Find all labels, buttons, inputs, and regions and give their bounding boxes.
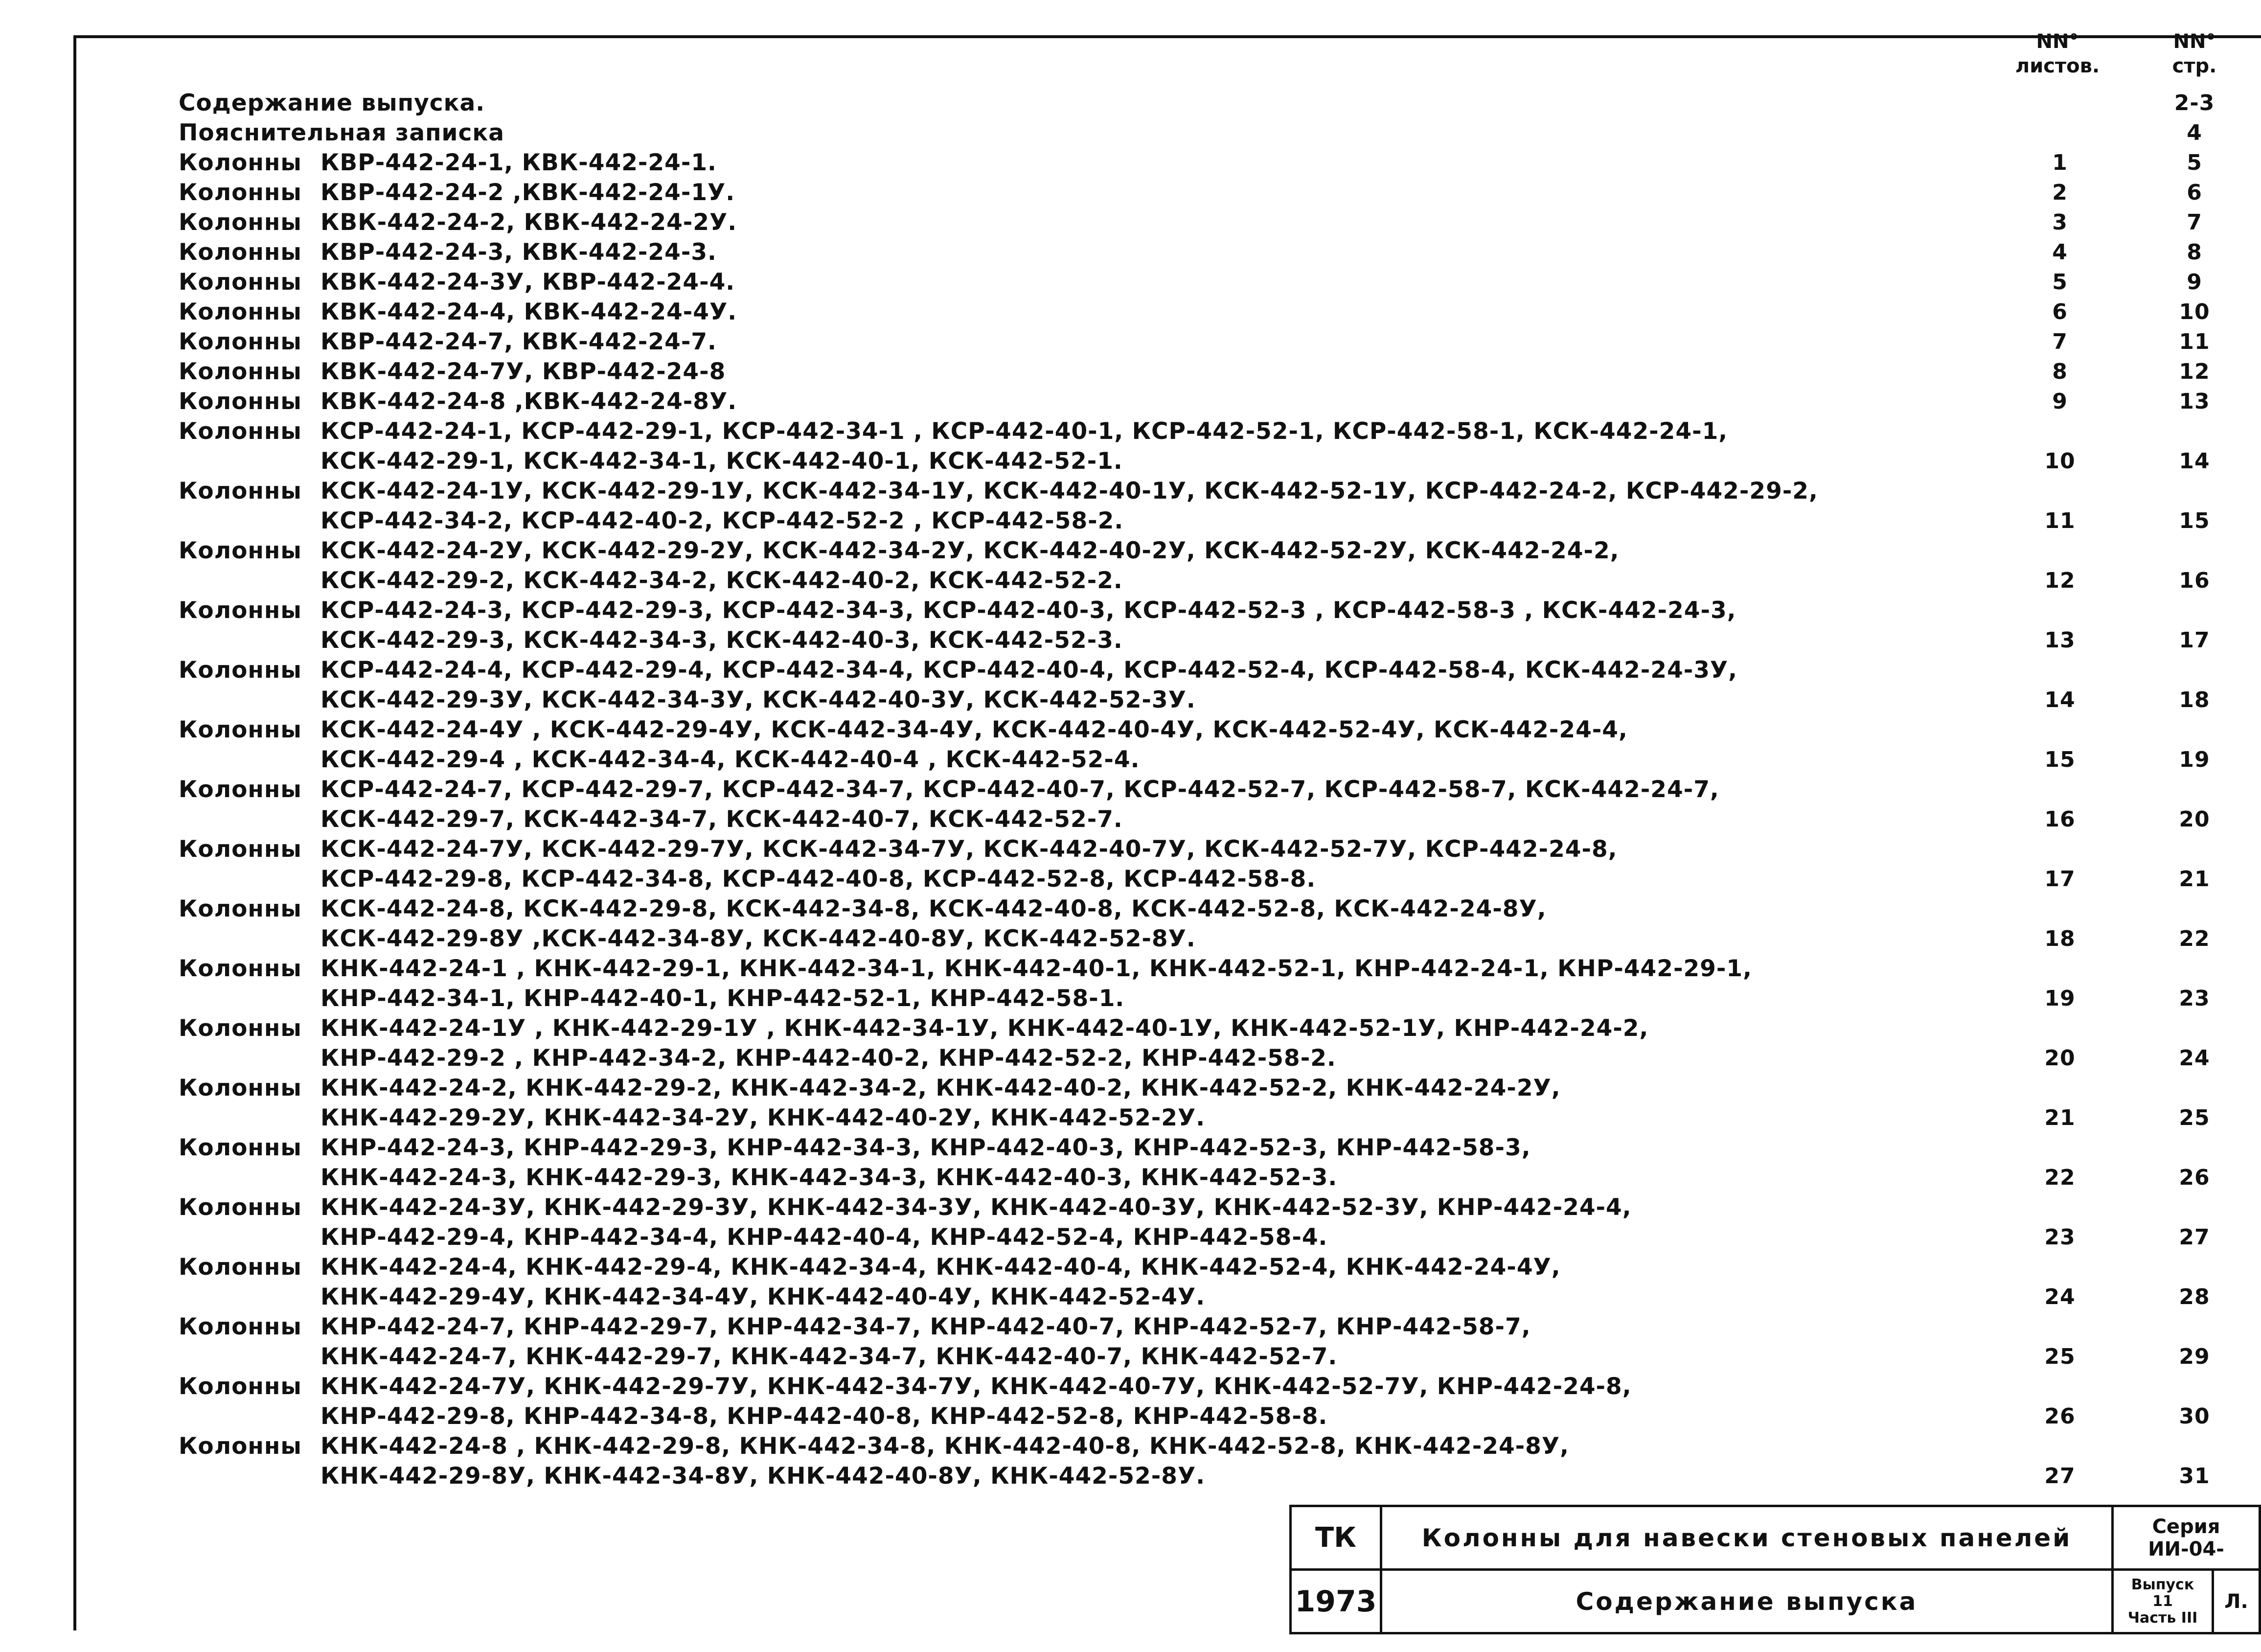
- page-number: 20: [2179, 807, 2210, 832]
- row-label: Колонны: [179, 269, 302, 296]
- sheet-number: 22: [2044, 1165, 2076, 1190]
- row-label: Колонны: [179, 239, 302, 266]
- page-number: 4: [2187, 120, 2202, 145]
- page-number: 16: [2179, 568, 2210, 593]
- row-label: Колонны: [179, 1075, 302, 1101]
- row-label: Колонны: [179, 716, 302, 743]
- row-label: Колонны: [179, 1373, 302, 1400]
- contents-row: [179, 327, 2248, 357]
- page-number: 31: [2179, 1464, 2210, 1489]
- row-marks-line-1: КСК-442-24-2У, КСК-442-29-2У, КСК-442-34-2У, КСК-442-40-2У, КСК-442-52-2У, КСК-442-24-2,: [320, 537, 1620, 564]
- row-marks-line-2: КНК-442-24-7, КНК-442-29-7, КНК-442-34-7, КНК-442-40-7, КНК-442-52-7.: [320, 1343, 1338, 1370]
- contents-row: [179, 536, 2248, 596]
- page-number: 19: [2179, 747, 2210, 772]
- stamp-content: Содержание выпуска: [1380, 1568, 2114, 1634]
- contents-row: [179, 894, 2248, 954]
- row-marks-line-1: КСК-442-24-7У, КСК-442-29-7У, КСК-442-34-7У, КСК-442-40-7У, КСК-442-52-7У, КСР-442-24-8,: [320, 836, 1618, 863]
- row-marks-line-1: КНК-442-24-8 , КНК-442-29-8, КНК-442-34-8, КНК-442-40-8, КНК-442-52-8, КНК-442-24-8У,: [320, 1433, 1569, 1460]
- issue-value: 11: [2152, 1592, 2173, 1610]
- row-marks-line-1: КСК-442-24-1У, КСК-442-29-1У, КСК-442-34-1У, КСК-442-40-1У, КСК-442-52-1У, КСР-442-24-2, КСР-442-29-2,: [320, 478, 1818, 505]
- contents-row: [179, 416, 2248, 476]
- row-label: Содержание выпуска.: [179, 90, 485, 116]
- sheet-number: 17: [2044, 867, 2076, 892]
- row-marks-line-2: КНР-442-29-2 , КНР-442-34-2, КНР-442-40-2, КНР-442-52-2, КНР-442-58-2.: [320, 1045, 1336, 1072]
- row-marks-line-1: КСК-442-24-4У , КСК-442-29-4У, КСК-442-34-4У, КСК-442-40-4У, КСК-442-52-4У, КСК-442-24-4,: [320, 716, 1628, 743]
- stamp-sheet: Л.: [2212, 1568, 2261, 1634]
- sheet-number: 4: [2052, 240, 2068, 265]
- sheet-number: 5: [2052, 270, 2068, 295]
- row-label: Колонны: [179, 1254, 302, 1281]
- contents-row: [179, 1193, 2248, 1252]
- row-label: Колонны: [179, 1194, 302, 1221]
- page-number: 27: [2179, 1225, 2210, 1250]
- contents-list: [179, 88, 2248, 1491]
- row-marks-line-1: КВК-442-24-4, КВК-442-24-4У.: [320, 298, 737, 325]
- row-label: Колонны: [179, 358, 302, 385]
- row-label: Колонны: [179, 597, 302, 624]
- row-marks-line-1: КСР-442-24-3, КСР-442-29-3, КСР-442-34-3, КСР-442-40-3, КСР-442-52-3 , КСР-442-58-3 , КСК-442-24-3,: [320, 597, 1736, 624]
- page-number: 10: [2179, 299, 2210, 324]
- page-number: 24: [2179, 1046, 2210, 1071]
- row-marks-line-1: КВР-442-24-7, КВК-442-24-7.: [320, 328, 717, 355]
- row-label: Колонны: [179, 1313, 302, 1340]
- pages-column-header: NN° стр.: [2172, 30, 2217, 77]
- sheet-number: 6: [2052, 299, 2068, 324]
- row-label: Колонны: [179, 955, 302, 982]
- row-label: Колонны: [179, 418, 302, 445]
- row-label: Колонны: [179, 328, 302, 355]
- contents-row: [179, 1372, 2248, 1431]
- row-marks-line-1: КВР-442-24-2 ,КВК-442-24-1У.: [320, 179, 735, 206]
- contents-row: [179, 357, 2248, 387]
- sheets-column-header: NN° листов.: [2015, 30, 2100, 77]
- sheet-number: 15: [2044, 747, 2076, 772]
- contents-row: [179, 118, 2248, 148]
- sheet-number: 23: [2044, 1225, 2076, 1250]
- row-label: Колонны: [179, 1134, 302, 1161]
- series-label: Серия: [2152, 1515, 2220, 1538]
- sheet-number: 10: [2044, 449, 2076, 474]
- sheet-number: 2: [2052, 180, 2068, 205]
- row-label: Колонны: [179, 657, 302, 684]
- row-marks-line-1: КНР-442-24-7, КНР-442-29-7, КНР-442-34-7, КНР-442-40-7, КНР-442-52-7, КНР-442-58-7,: [320, 1313, 1531, 1340]
- page-number: 15: [2179, 508, 2210, 533]
- row-marks-line-1: КВР-442-24-3, КВК-442-24-3.: [320, 239, 717, 266]
- row-marks-line-2: КСК-442-29-3У, КСК-442-34-3У, КСК-442-40-3У, КСК-442-52-3У.: [320, 687, 1196, 713]
- row-marks-line-1: КВК-442-24-7У, КВР-442-24-8: [320, 358, 726, 385]
- sheet-number: 13: [2044, 628, 2076, 653]
- sheet-number: 16: [2044, 807, 2076, 832]
- page-number: 25: [2179, 1105, 2210, 1130]
- page-number: 9: [2187, 270, 2202, 295]
- contents-row: [179, 1133, 2248, 1193]
- contents-row: [179, 655, 2248, 715]
- row-marks-line-1: КНК-442-24-3У, КНК-442-29-3У, КНК-442-34-3У, КНК-442-40-3У, КНК-442-52-3У, КНР-442-24-4,: [320, 1194, 1632, 1221]
- page-number: 12: [2179, 359, 2210, 384]
- contents-row: [179, 1073, 2248, 1133]
- row-label: Колонны: [179, 1015, 302, 1042]
- contents-row: [179, 237, 2248, 267]
- contents-row: [179, 596, 2248, 655]
- row-marks-line-1: КСР-442-24-1, КСР-442-29-1, КСР-442-34-1 , КСР-442-40-1, КСР-442-52-1, КСР-442-58-1, КСК-442-24-1,: [320, 418, 1728, 445]
- contents-row: [179, 1312, 2248, 1372]
- page-number: 17: [2179, 628, 2210, 653]
- row-marks-line-1: КНК-442-24-4, КНК-442-29-4, КНК-442-34-4, КНК-442-40-4, КНК-442-52-4, КНК-442-24-4У,: [320, 1254, 1561, 1281]
- row-marks-line-1: КНК-442-24-1У , КНК-442-29-1У , КНК-442-34-1У, КНК-442-40-1У, КНК-442-52-1У, КНР-442-24-2,: [320, 1015, 1649, 1042]
- row-marks-line-2: КСК-442-29-2, КСК-442-34-2, КСК-442-40-2, КСК-442-52-2.: [320, 567, 1123, 594]
- sheet-number: 21: [2044, 1105, 2076, 1130]
- row-label: Колонны: [179, 149, 302, 176]
- row-label: Колонны: [179, 179, 302, 206]
- row-marks-line-1: КНК-442-24-2, КНК-442-29-2, КНК-442-34-2, КНК-442-40-2, КНК-442-52-2, КНК-442-24-2У,: [320, 1075, 1561, 1101]
- page-number: 2-3: [2174, 91, 2215, 115]
- row-marks-line-2: КСК-442-29-8У ,КСК-442-34-8У, КСК-442-40-8У, КСК-442-52-8У.: [320, 925, 1196, 952]
- page-number: 21: [2179, 867, 2210, 892]
- row-marks-line-2: КНР-442-29-4, КНР-442-34-4, КНР-442-40-4, КНР-442-52-4, КНР-442-58-4.: [320, 1224, 1328, 1251]
- page-number: 18: [2179, 688, 2210, 712]
- row-marks-line-2: КНК-442-29-8У, КНК-442-34-8У, КНК-442-40-8У, КНК-442-52-8У.: [320, 1463, 1206, 1490]
- page-number: 30: [2179, 1404, 2210, 1429]
- row-marks-line-1: КВК-442-24-2, КВК-442-24-2У.: [320, 209, 737, 236]
- row-marks-line-1: КСК-442-24-8, КСК-442-29-8, КСК-442-34-8, КСК-442-40-8, КСК-442-52-8, КСК-442-24-8У,: [320, 895, 1547, 922]
- row-marks-line-2: КСР-442-34-2, КСР-442-40-2, КСР-442-52-2 , КСР-442-58-2.: [320, 507, 1124, 534]
- sheet-number: 3: [2052, 210, 2068, 235]
- contents-row: [179, 148, 2248, 178]
- row-label: Колонны: [179, 776, 302, 803]
- page-number: 29: [2179, 1344, 2210, 1369]
- page-number: 11: [2179, 329, 2210, 354]
- row-marks-line-1: КСР-442-24-4, КСР-442-29-4, КСР-442-34-4, КСР-442-40-4, КСР-442-52-4, КСР-442-58-4, КСК-442-24-3У,: [320, 657, 1738, 684]
- frame-top-border: [73, 35, 2261, 38]
- sheet-number: 25: [2044, 1344, 2076, 1369]
- contents-row: [179, 88, 2248, 118]
- contents-row: [179, 834, 2248, 894]
- contents-row: [179, 775, 2248, 834]
- row-marks-line-2: КСК-442-29-4 , КСК-442-34-4, КСК-442-40-4 , КСК-442-52-4.: [320, 746, 1140, 773]
- page-number: 22: [2179, 926, 2210, 951]
- page-number: 8: [2187, 240, 2202, 265]
- contents-row: [179, 207, 2248, 237]
- row-marks-line-2: КСК-442-29-7, КСК-442-34-7, КСК-442-40-7, КСК-442-52-7.: [320, 806, 1123, 833]
- row-marks-line-2: КСК-442-29-3, КСК-442-34-3, КСК-442-40-3, КСК-442-52-3.: [320, 627, 1123, 654]
- row-marks-line-2: КНР-442-29-8, КНР-442-34-8, КНР-442-40-8, КНР-442-52-8, КНР-442-58-8.: [320, 1403, 1328, 1430]
- contents-row: [179, 476, 2248, 536]
- page-number: 26: [2179, 1165, 2210, 1190]
- sheet-number: 14: [2044, 688, 2076, 712]
- row-label: Колонны: [179, 298, 302, 325]
- sheet-number: 24: [2044, 1285, 2076, 1309]
- stamp-title: Колонны для навески стеновых панелей: [1380, 1505, 2114, 1571]
- stamp-series: [2111, 1505, 2261, 1571]
- row-marks-line-1: КНК-442-24-1 , КНК-442-29-1, КНК-442-34-1, КНК-442-40-1, КНК-442-52-1, КНР-442-24-1, КНР-442-29-1,: [320, 955, 1752, 982]
- page-number: 7: [2187, 210, 2202, 235]
- row-marks-line-1: КСР-442-24-7, КСР-442-29-7, КСР-442-34-7, КСР-442-40-7, КСР-442-52-7, КСР-442-58-7, КСК-442-24-7,: [320, 776, 1719, 803]
- frame-left-border: [73, 35, 76, 1630]
- series-value: ИИ-04-: [2148, 1537, 2224, 1560]
- contents-row: [179, 954, 2248, 1013]
- row-label: Колонны: [179, 478, 302, 505]
- row-marks-line-1: КВР-442-24-1, КВК-442-24-1.: [320, 149, 717, 176]
- sheet-number: 8: [2052, 359, 2068, 384]
- row-marks-line-2: КНК-442-24-3, КНК-442-29-3, КНК-442-34-3, КНК-442-40-3, КНК-442-52-3.: [320, 1164, 1338, 1191]
- contents-row: [179, 297, 2248, 327]
- row-marks-line-1: КВК-442-24-8 ,КВК-442-24-8У.: [320, 388, 737, 415]
- page-number: 13: [2179, 389, 2210, 414]
- contents-row: [179, 178, 2248, 207]
- row-marks-line-2: КСК-442-29-1, КСК-442-34-1, КСК-442-40-1, КСК-442-52-1.: [320, 448, 1123, 475]
- part-label: Часть III: [2127, 1609, 2198, 1627]
- row-marks-line-2: КНК-442-29-4У, КНК-442-34-4У, КНК-442-40-4У, КНК-442-52-4У.: [320, 1284, 1206, 1310]
- row-marks-line-2: КНР-442-34-1, КНР-442-40-1, КНР-442-52-1, КНР-442-58-1.: [320, 985, 1125, 1012]
- stamp-code: ТК: [1289, 1505, 1382, 1571]
- row-marks-line-1: КНК-442-24-7У, КНК-442-29-7У, КНК-442-34-7У, КНК-442-40-7У, КНК-442-52-7У, КНР-442-24-8,: [320, 1373, 1632, 1400]
- row-label: Колонны: [179, 537, 302, 564]
- sheet-number: 7: [2052, 329, 2068, 354]
- sheet-number: 20: [2044, 1046, 2076, 1071]
- contents-row: [179, 1252, 2248, 1312]
- stamp-issue: [2111, 1568, 2214, 1634]
- row-label: Пояснительная записка: [179, 119, 504, 146]
- sheet-number: 27: [2044, 1464, 2076, 1489]
- issue-label: Выпуск: [2131, 1576, 2194, 1593]
- sheet-number: 18: [2044, 926, 2076, 951]
- contents-row: [179, 1013, 2248, 1073]
- sheet-number: 1: [2052, 150, 2068, 175]
- row-label: Колонны: [179, 836, 302, 863]
- row-label: Колонны: [179, 895, 302, 922]
- page-number: 5: [2187, 150, 2202, 175]
- row-marks-line-2: КСР-442-29-8, КСР-442-34-8, КСР-442-40-8, КСР-442-52-8, КСР-442-58-8.: [320, 866, 1316, 893]
- sheet-number: 11: [2044, 508, 2076, 533]
- sheet-number: 9: [2052, 389, 2068, 414]
- contents-row: [179, 267, 2248, 297]
- page-number: 14: [2179, 449, 2210, 474]
- row-marks-line-2: КНК-442-29-2У, КНК-442-34-2У, КНК-442-40-2У, КНК-442-52-2У.: [320, 1104, 1206, 1131]
- row-label: Колонны: [179, 1433, 302, 1460]
- row-label: Колонны: [179, 388, 302, 415]
- page-number: 23: [2179, 986, 2210, 1011]
- sheet-number: 12: [2044, 568, 2076, 593]
- contents-row: [179, 715, 2248, 775]
- sheet-number: 19: [2044, 986, 2076, 1011]
- row-label: Колонны: [179, 209, 302, 236]
- contents-row: [179, 387, 2248, 416]
- contents-row: [179, 1431, 2248, 1491]
- row-marks-line-1: КВК-442-24-3У, КВР-442-24-4.: [320, 269, 735, 296]
- row-marks-line-1: КНР-442-24-3, КНР-442-29-3, КНР-442-34-3, КНР-442-40-3, КНР-442-52-3, КНР-442-58-3,: [320, 1134, 1531, 1161]
- page-number: 6: [2187, 180, 2202, 205]
- sheet-number: 26: [2044, 1404, 2076, 1429]
- page-number: 28: [2179, 1285, 2210, 1309]
- stamp-year: 1973: [1289, 1568, 1382, 1634]
- title-block: [1289, 1505, 2261, 1634]
